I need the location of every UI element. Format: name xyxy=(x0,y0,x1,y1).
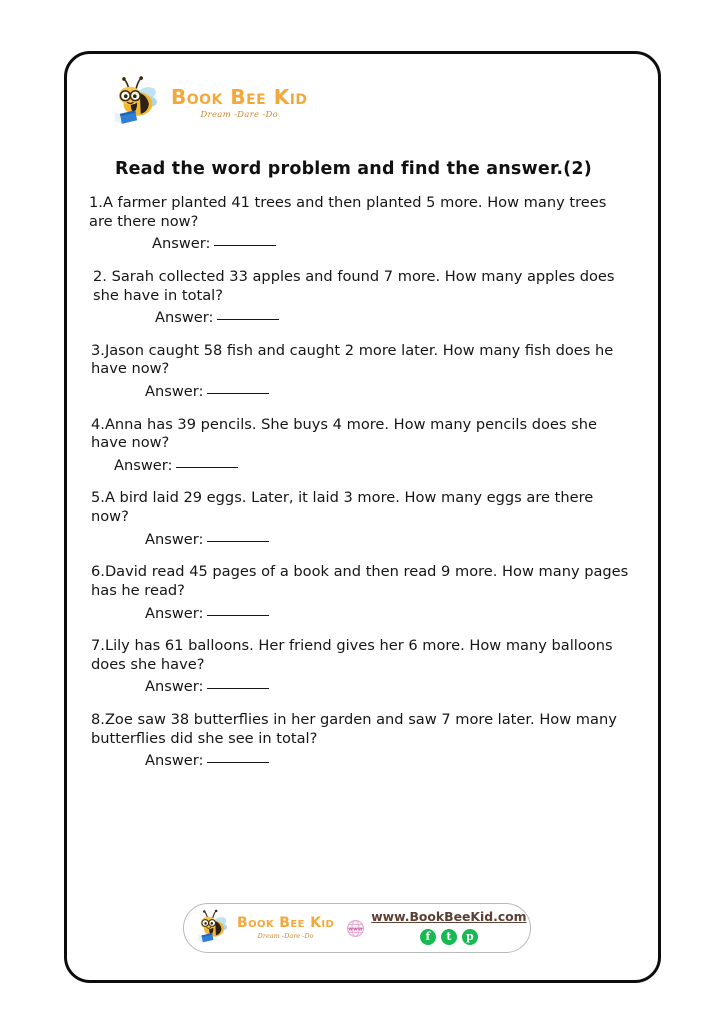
question-body: A farmer planted 41 trees and then planted 5 more. How many trees are there now? xyxy=(89,194,607,230)
question-text xyxy=(87,489,644,526)
bee-icon xyxy=(109,74,167,132)
svg-text:www: www xyxy=(348,925,363,932)
answer-label: Answer: xyxy=(155,309,214,327)
answer-blank[interactable] xyxy=(217,307,279,320)
question-number: 4. xyxy=(91,415,105,433)
social-links xyxy=(420,929,478,945)
answer-label: Answer: xyxy=(145,383,204,401)
question-item xyxy=(87,563,644,621)
question-body: Lily has 61 balloons. Her friend gives her 6 more. How many balloons does she have? xyxy=(91,637,613,673)
website-link[interactable]: www.BookBeeKid.com xyxy=(371,909,527,925)
answer-line[interactable] xyxy=(87,381,644,400)
footer-badge xyxy=(183,903,531,953)
question-text xyxy=(87,711,644,748)
question-text xyxy=(87,563,644,600)
answer-line[interactable] xyxy=(87,603,644,622)
question-body: Jason caught 58 fish and caught 2 more later. How many fish does he have now? xyxy=(91,341,614,378)
question-number: 1. xyxy=(89,194,103,211)
question-number: 8. xyxy=(91,710,105,728)
question-number: 7. xyxy=(91,637,105,655)
question-text xyxy=(87,342,644,379)
answer-line[interactable] xyxy=(87,307,644,326)
answer-label: Answer: xyxy=(145,604,204,622)
bee-icon xyxy=(194,908,234,948)
question-text xyxy=(87,268,644,305)
answer-blank[interactable] xyxy=(207,750,269,763)
facebook-icon[interactable]: f xyxy=(420,929,436,945)
question-body: David read 45 pages of a book and then read 9 more. How many pages has he read? xyxy=(91,563,629,599)
footer-brand-name: Book Bee Kid xyxy=(237,915,335,931)
answer-label: Answer: xyxy=(145,678,204,696)
answer-blank[interactable] xyxy=(207,603,269,616)
answer-line[interactable] xyxy=(87,750,644,769)
header-logo xyxy=(109,74,308,132)
brand-name: Book Bee Kid xyxy=(171,84,308,109)
question-item xyxy=(87,268,644,326)
answer-blank[interactable] xyxy=(207,381,269,394)
question-text xyxy=(87,637,644,674)
answer-label: Answer: xyxy=(114,456,173,474)
answer-blank[interactable] xyxy=(207,676,269,689)
pinterest-icon[interactable]: p xyxy=(462,929,478,945)
question-item xyxy=(87,416,644,474)
worksheet-page xyxy=(64,51,661,983)
answer-line[interactable] xyxy=(87,676,644,695)
question-body: Zoe saw 38 butterflies in her garden and saw 7 more later. How many butterflies did she see in total? xyxy=(91,710,617,747)
footer-contact xyxy=(346,911,526,944)
answer-line[interactable] xyxy=(87,529,644,548)
question-text xyxy=(87,194,644,231)
question-item xyxy=(87,711,644,769)
question-item xyxy=(87,194,644,252)
twitter-icon[interactable]: t xyxy=(441,929,457,945)
question-number: 3. xyxy=(91,341,105,359)
answer-label: Answer: xyxy=(145,530,204,548)
question-number: 2. xyxy=(93,267,107,285)
brand-tagline: Dream -Dare -Do xyxy=(200,109,279,120)
question-body: A bird laid 29 eggs. Later, it laid 3 more. How many eggs are there now? xyxy=(91,489,594,526)
footer-brand-tagline: Dream -Dare -Do xyxy=(257,932,314,940)
answer-blank[interactable] xyxy=(214,233,276,246)
footer-logo xyxy=(194,908,334,948)
globe-www-icon xyxy=(346,919,365,938)
answer-label: Answer: xyxy=(145,752,204,770)
answer-label: Answer: xyxy=(152,235,211,253)
question-item xyxy=(87,489,644,547)
question-list xyxy=(87,194,644,785)
question-body: Anna has 39 pencils. She buys 4 more. How many pencils does she have now? xyxy=(91,415,597,452)
question-number: 6. xyxy=(91,563,105,581)
answer-line[interactable] xyxy=(87,233,644,252)
answer-blank[interactable] xyxy=(207,529,269,542)
answer-blank[interactable] xyxy=(176,455,238,468)
page-title: Read the word problem and find the answer.(2) xyxy=(115,159,592,179)
question-text xyxy=(87,416,644,453)
question-item xyxy=(87,637,644,695)
question-body: Sarah collected 33 apples and found 7 more. How many apples does she have in total? xyxy=(93,267,615,304)
question-item xyxy=(87,342,644,400)
question-number: 5. xyxy=(91,489,105,507)
answer-line[interactable] xyxy=(87,455,644,474)
